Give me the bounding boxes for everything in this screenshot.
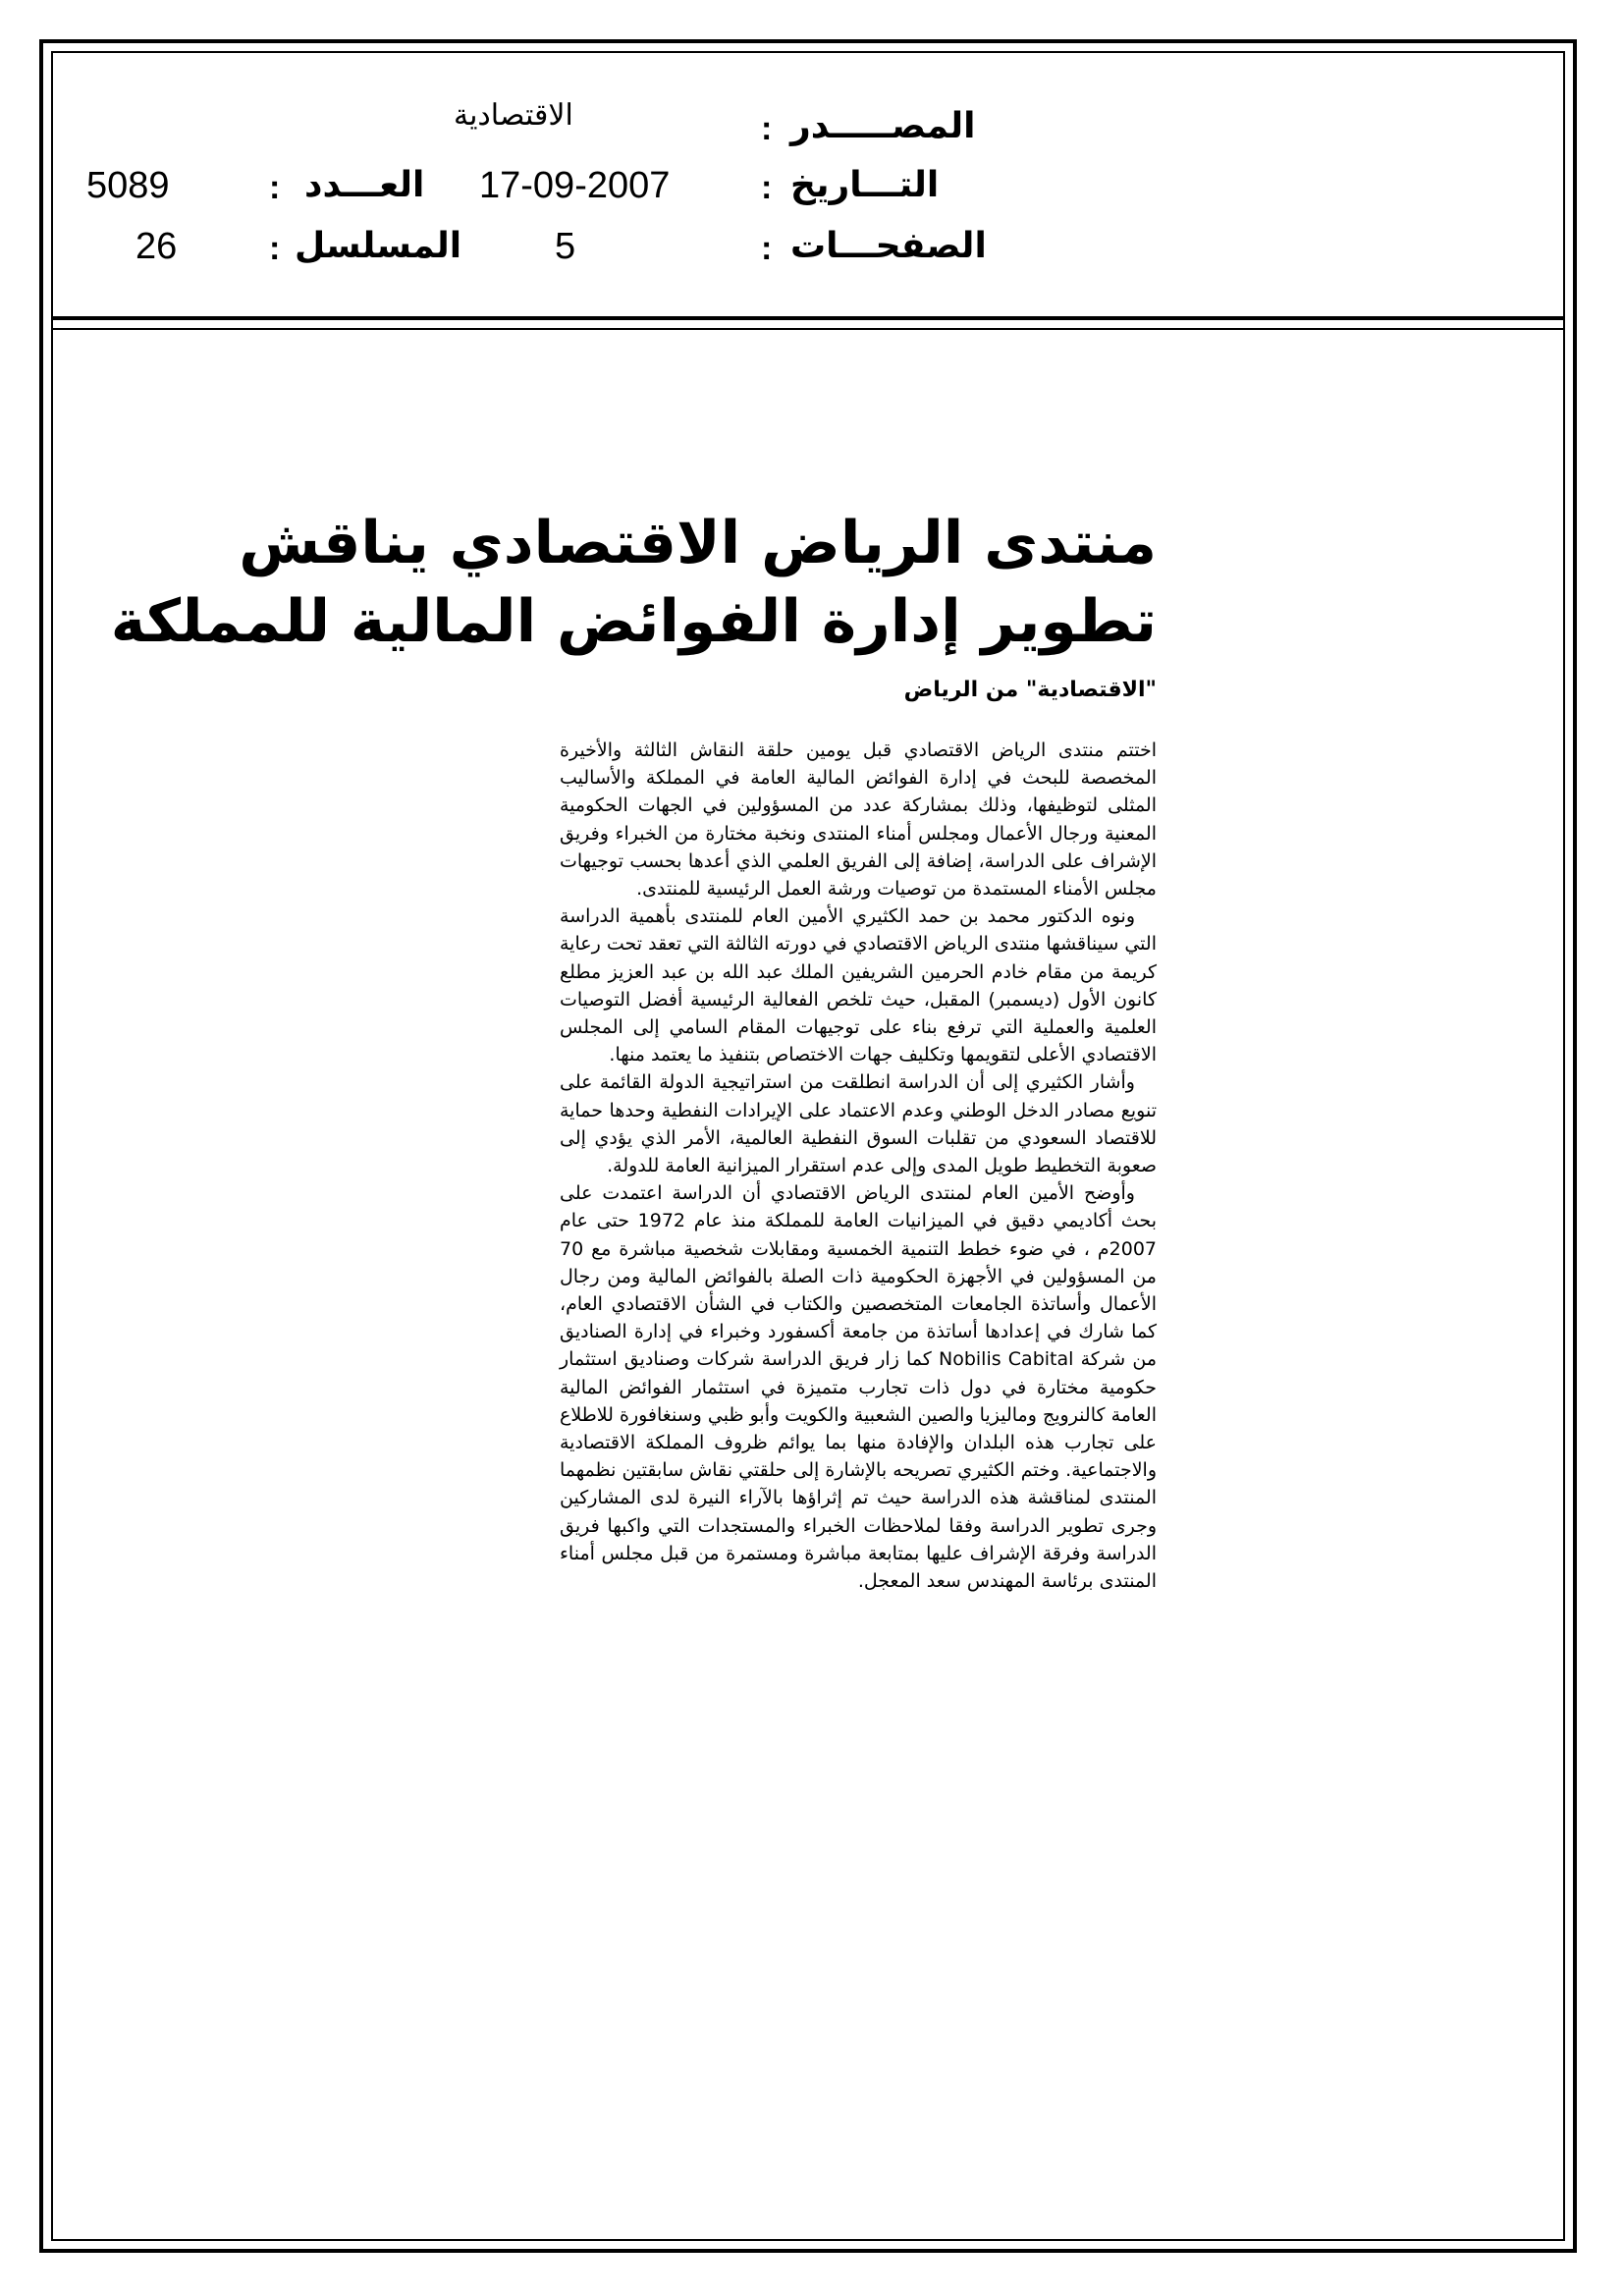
- article-body: [560, 737, 1157, 1595]
- article-paragraph: اختتم منتدى الرياض الاقتصادي قبل يومين حلقة النقاش الثالثة والأخيرة المخصصة للبحث في إدارة الفوائض المالية العامة في المملكة والأساليب المثلى لتوظيفها، وذلك بمشاركة عدد من المسؤولين في الجهات الحكومية المعنية ورجال الأعمال ومجلس أمناء المنتدى ونخبة مختارة من الخبراء وفريق الإشراف على الدراسة، إضافة إلى الفريق العلمي الذي أعدها بحسب توجيهات مجلس الأمناء المستمدة من توصيات ورشة العمل الرئيسية للمنتدى.: [560, 739, 1157, 901]
- date-colon: :: [761, 169, 773, 206]
- serial-colon: :: [269, 230, 281, 267]
- header-divider: [51, 316, 1565, 320]
- source-value: الاقتصادية: [454, 99, 573, 132]
- serial-value: 26: [135, 226, 178, 267]
- source-colon: :: [761, 110, 773, 147]
- source-label: المصـــــدر: [790, 106, 976, 146]
- issue-colon: :: [269, 169, 281, 206]
- issue-value: 5089: [86, 165, 170, 206]
- article-paragraph: وأشار الكثيري إلى أن الدراسة انطلقت من استراتيجية الدولة القائمة على تنويع مصادر الدخل الوطني وعدم الاعتماد على الإيرادات النفطية وحدها حماية للاقتصاد السعودي من تقلبات السوق النفطية العالمية، الأمر الذي يؤدي إلى صعوبة التخطيط طويل المدى وإلى عدم استقرار الميزانية العامة للدولة.: [560, 1071, 1157, 1177]
- header-divider-thin: [51, 328, 1565, 330]
- article-paragraph: وأوضح الأمين العام لمنتدى الرياض الاقتصادي أن الدراسة اعتمدت على بحث أكاديمي دقيق في الميزانيات العامة للمملكة منذ عام 1972 حتى عام 2007م ، في ضوء خطط التنمية الخمسية ومقابلات شخصية مباشرة مع 70 من المسؤولين في الأجهزة الحكومية ذات الصلة بالفوائض المالية ومن رجال الأعمال وأساتذة الجامعات المتخصصين والكتاب في الشأن الاقتصادي العام، كما شارك في إعدادها أساتذة من جامعة أكسفورد وخبراء في إدارة الصناديق من شركة Nobilis Cabital كما زار فريق الدراسة شركات وصناديق استثمار حكومية مختارة في دول ذات تجارب متميزة في استثمار الفوائض المالية العامة كالنرويج وماليزيا والصين الشعبية والكويت وأبو ظبي وسنغافورة للاطلاع على تجارب هذه البلدان والإفادة منها بما يوائم ظروف المملكة الاقتصادية والاجتماعية. وختم الكثيري تصريحه بالإشارة إلى حلقتي نقاش سابقتين نظمهما المنتدى لمناقشة هذه الدراسة حيث تم إثراؤها بالآراء النيرة لدى المشاركين وجرى تطوير الدراسة وفقا لملاحظات الخبراء والمستجدات التي واكبها فريق الدراسة وفرقة الإشراف عليها بمتابعة مباشرة ومستمرة من قبل مجلس أمناء المنتدى برئاسة المهندس سعد المعجل.: [560, 1182, 1158, 1593]
- headline-line-1: منتدى الرياض الاقتصادي يناقش: [239, 509, 1157, 577]
- pages-label: الصفحـــات: [790, 226, 987, 266]
- serial-label: المسلسل: [295, 226, 462, 266]
- date-value: 17-09-2007: [479, 165, 671, 206]
- pages-value: 5: [555, 226, 576, 267]
- issue-label: العـــدد: [304, 165, 425, 205]
- article-paragraph: ونوه الدكتور محمد بن حمد الكثيري الأمين العام للمنتدى بأهمية الدراسة التي سيناقشها منتدى الرياض الاقتصادي في دورته الثالثة التي تعقد تحت رعاية كريمة من مقام خادم الحرمين الشريفين الملك عبد الله بن عبد العزيز مطلع كانون الأول (ديسمبر) المقبل، حيث تلخص الفعالية الرئيسية أفضل التوصيات العلمية والعملية التي ترفع بناء على توجيهات المقام السامي إلى المجلس الاقتصادي الأعلى لتقويمها وتكليف جهات الاختصاص بتنفيذ ما يعتمد منها.: [560, 905, 1157, 1066]
- date-label: التـــاريخ: [790, 165, 940, 205]
- byline: "الاقتصادية" من الرياض: [903, 678, 1157, 702]
- pages-colon: :: [761, 230, 773, 267]
- headline-line-2: تطوير إدارة الفوائض المالية للمملكة: [110, 587, 1157, 656]
